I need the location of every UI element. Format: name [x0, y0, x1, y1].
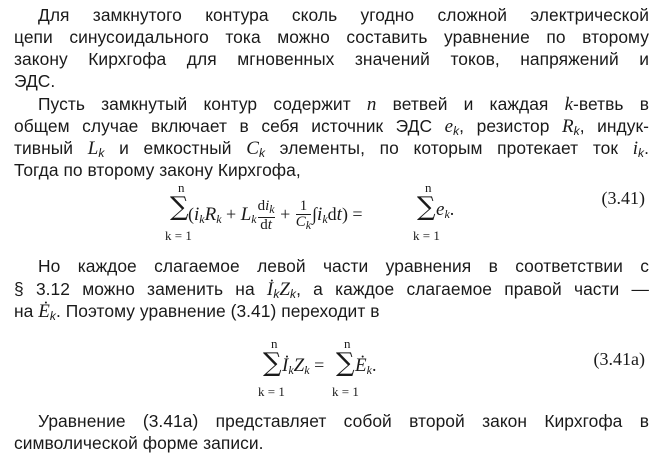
sum-lower-limit: k = 1	[258, 384, 285, 399]
text-line: Но каждое слагаемое левой части уравнения в соответствии с	[38, 256, 649, 276]
text-line: § 3.12 можно заменить на $İ_kZ_k$, а каждое слагаемое правой части —	[14, 279, 649, 301]
text-line: Тогда по второму закону Кирхгофа,	[14, 160, 301, 180]
text-line: Уравнение (3.41а) представляет собой второй закон Кирхгофа в	[38, 411, 649, 431]
sum-upper-limit: n	[344, 336, 351, 351]
text-line: ЭДС.	[14, 71, 56, 91]
text-line: тивный $L_k$ и емкостный $C_k$ элементы, по которым протекает ток $i_k$.	[14, 138, 649, 160]
text-line: закону Кирхгофа для мгновенных значений токов, напряжений и	[14, 49, 649, 69]
text-line: общем случае включает в себя источник ЭДС $e_k$, резистор $R_k$, индук-	[14, 116, 650, 138]
sum-sign: ∑	[417, 192, 436, 222]
equation-body: ($i_kR_k + L_k$ $\frac{di_k}{dt}$ + $\frac{1}{C_k}$ $\int i_kdt$) =	[188, 198, 363, 233]
text-line: символической форме записи.	[14, 433, 264, 453]
equation-number: (3.41)	[601, 188, 645, 208]
sum-upper-limit: n	[178, 180, 185, 195]
text-line: на $Ė_k$. Поэтому уравнение (3.41) переходит в	[14, 301, 380, 323]
sum-sign: ∑	[263, 348, 282, 378]
text-line: Пусть замкнутый контур содержит n ветвей и каждая k-ветвь в	[38, 94, 649, 115]
sum-lower-limit: k = 1	[332, 384, 359, 399]
equation-rhs: $Ė_k$.	[355, 355, 377, 377]
sum-upper-limit: n	[271, 336, 278, 351]
text-line: Для замкнутого контура сколь угодно сложной электрической	[38, 5, 649, 25]
sum-lower-limit: k = 1	[413, 228, 440, 243]
text-line: цепи синусоидального тока можно составить уравнение по второму	[14, 27, 649, 47]
equation-body: $İ_kZ_k$ =	[282, 355, 325, 377]
equation-rhs: $e_k$.	[436, 199, 455, 221]
sum-sign: ∑	[336, 348, 355, 378]
sum-upper-limit: n	[425, 180, 432, 195]
equation-number: (3.41а)	[593, 349, 645, 369]
sum-sign: ∑	[170, 192, 189, 222]
sum-lower-limit: k = 1	[165, 228, 192, 243]
